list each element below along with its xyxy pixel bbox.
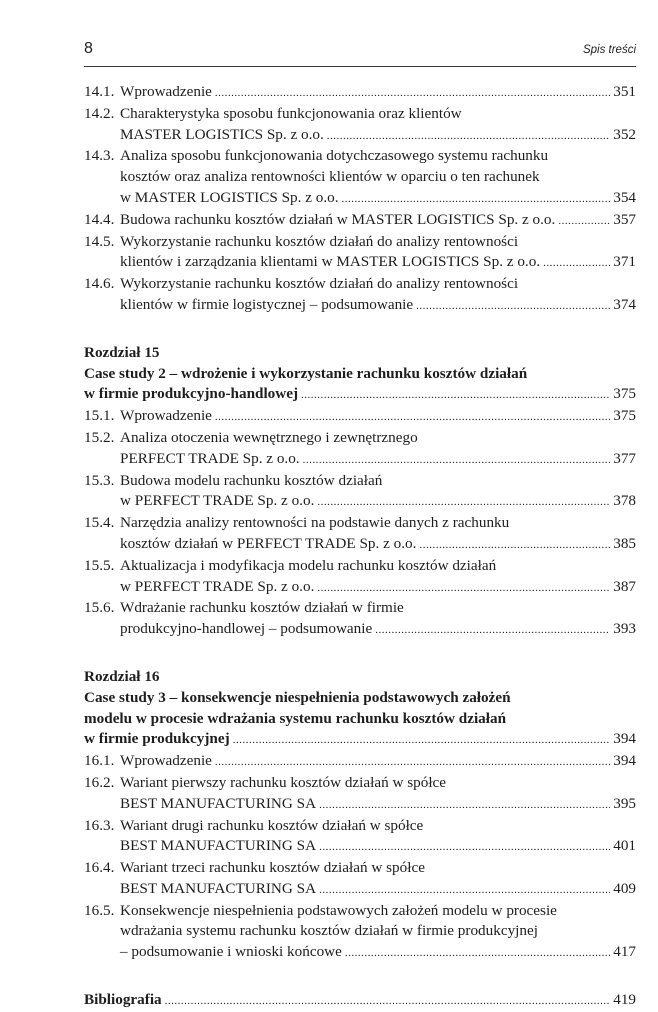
toc-entry <box>84 858 636 901</box>
page-ref: 387 <box>613 577 636 595</box>
toc-entry <box>84 751 636 773</box>
leader-dots <box>215 752 610 773</box>
entry-text-line: wdrażania systemu rachunku kosztów działań w firmie produkcyjnej <box>120 922 538 940</box>
page-ref: 385 <box>613 534 636 552</box>
page-ref: 357 <box>613 210 636 228</box>
entry-text-line: klientów w firmie logistycznej – podsumowanie <box>120 295 414 313</box>
leader-dots <box>345 943 610 964</box>
toc-entry <box>84 556 636 599</box>
page-ref: 401 <box>613 837 636 855</box>
entry-text-line: MASTER LOGISTICS Sp. z o.o. <box>120 125 324 143</box>
leader-dots <box>215 407 610 428</box>
entry-text-line: – podsumowanie i wnioski końcowe <box>120 943 342 961</box>
entry-text-line: Wprowadzenie <box>120 83 212 100</box>
page-ref: 375 <box>613 407 636 425</box>
page-ref: 395 <box>613 794 636 812</box>
page-ref: 352 <box>613 125 636 143</box>
entry-text-line: kosztów oraz analiza rentowności klientów w oparciu o ten rachunek <box>120 168 540 186</box>
entry-text-line: klientów i zarządzania klientami w MASTER LOGISTICS Sp. z o.o. <box>120 253 541 271</box>
entry-text-line: Analiza otoczenia wewnętrznego i zewnętrznego <box>120 428 418 446</box>
chapter-label: Rozdział 16 <box>84 667 160 685</box>
entry-number: 16.1. <box>84 752 115 770</box>
page-ref: 371 <box>613 253 636 271</box>
toc-entry <box>84 146 636 209</box>
entry-text-line: Analiza sposobu funkcjonowania dotychczasowego systemu rachunku <box>120 147 549 165</box>
entry-number: 16.4. <box>84 859 115 877</box>
entry-text-line: Konsekwencje niespełnienia podstawowych założeń modelu w procesie <box>120 901 557 919</box>
chapter-15-heading <box>84 343 636 406</box>
entry-text-line: Wprowadzenie <box>120 752 212 770</box>
entry-text-line: Aktualizacja i modyfikacja modelu rachunku kosztów działań <box>120 556 497 574</box>
page-ref: 374 <box>613 295 636 313</box>
page-number: 8 <box>84 40 93 57</box>
toc-entry <box>84 274 636 317</box>
leader-dots <box>317 578 610 599</box>
entry-text-line: Budowa rachunku kosztów działań w MASTER LOGISTICS Sp. z o.o. <box>120 210 556 228</box>
leader-dots <box>416 296 610 317</box>
entry-text-line: Wykorzystanie rachunku kosztów działań do analizy rentowności <box>120 232 519 250</box>
page-ref: 354 <box>613 188 636 206</box>
toc-entry <box>84 598 636 641</box>
entry-number: 15.5. <box>84 556 115 574</box>
chapter-title-line: modelu w procesie wdrażania systemu rachunku kosztów działań <box>84 709 507 727</box>
page-ref: 409 <box>613 879 636 897</box>
toc-entry <box>84 428 636 471</box>
leader-dots <box>558 211 610 232</box>
toc-entry <box>84 232 636 275</box>
toc-entry <box>84 406 636 428</box>
bibliography-label: Bibliografia <box>84 991 162 1009</box>
leader-dots <box>301 385 610 406</box>
entry-number: 16.2. <box>84 773 115 791</box>
entry-number: 14.4. <box>84 210 115 228</box>
toc-entry <box>84 901 636 964</box>
entry-text-line: Budowa modelu rachunku kosztów działań <box>120 471 383 489</box>
entry-number: 15.4. <box>84 514 115 532</box>
toc-entry <box>84 210 636 232</box>
chapter-title-line: w firmie produkcyjno-handlowej <box>84 385 299 403</box>
entry-number: 14.3. <box>84 147 115 165</box>
page-header <box>84 38 636 67</box>
entry-text-line: Wariant drugi rachunku kosztów działań w spółce <box>120 816 424 834</box>
leader-dots <box>319 795 610 816</box>
entry-text-line: PERFECT TRADE Sp. z o.o. <box>120 449 300 467</box>
page-ref: 393 <box>613 620 636 638</box>
toc-entry <box>84 816 636 859</box>
entry-number: 15.2. <box>84 428 115 446</box>
entry-text-line: Wprowadzenie <box>120 407 212 425</box>
page-ref: 351 <box>613 83 636 100</box>
leader-dots <box>319 837 610 858</box>
page-ref: 394 <box>613 752 636 770</box>
chapter-title-line: w firmie produkcyjnej <box>84 730 230 748</box>
toc-entry <box>84 773 636 816</box>
page-ref: 375 <box>613 385 636 403</box>
entry-text-line: w PERFECT TRADE Sp. z o.o. <box>120 577 315 595</box>
leader-dots <box>327 126 610 147</box>
toc-entry <box>84 471 636 514</box>
leader-dots <box>317 492 610 513</box>
entry-text-line: Wariant pierwszy rachunku kosztów działań w spółce <box>120 773 447 791</box>
leader-dots <box>342 189 611 210</box>
toc-entry <box>84 104 636 147</box>
running-head: Spis treści <box>582 44 636 56</box>
entry-text-line: BEST MANUFACTURING SA <box>120 879 317 897</box>
entry-text-line: produkcyjno-handlowej – podsumowanie <box>120 620 373 638</box>
page-ref: 419 <box>613 991 636 1009</box>
chapter-16-heading <box>84 667 636 751</box>
leader-dots <box>319 880 610 901</box>
entry-number: 14.1. <box>84 83 115 100</box>
section-14-entries <box>84 82 636 317</box>
entry-number: 14.2. <box>84 104 115 122</box>
section-15-entries <box>84 406 636 641</box>
chapter-title-line: Case study 2 – wdrożenie i wykorzystanie rachunku kosztów działań <box>84 364 528 382</box>
leader-dots <box>419 535 610 556</box>
leader-dots <box>375 620 610 641</box>
page-ref: 417 <box>613 943 636 961</box>
entry-text-line: w PERFECT TRADE Sp. z o.o. <box>120 492 315 510</box>
page-ref: 394 <box>613 730 636 748</box>
entry-text-line: Wykorzystanie rachunku kosztów działań do analizy rentowności <box>120 275 519 293</box>
toc-entry <box>84 513 636 556</box>
toc-entry <box>84 82 636 104</box>
chapter-label: Rozdział 15 <box>84 343 160 361</box>
bibliography-entry <box>84 990 636 1012</box>
chapter-title-line: Case study 3 – konsekwencje niespełnienia podstawowych założeń <box>84 688 511 706</box>
entry-text-line: Wdrażanie rachunku kosztów działań w firmie <box>120 599 404 617</box>
leader-dots <box>165 991 611 1012</box>
entry-number: 15.6. <box>84 599 115 617</box>
leader-dots <box>303 450 611 471</box>
entry-text-line: kosztów działań w PERFECT TRADE Sp. z o.o. <box>120 534 417 552</box>
entry-text-line: Charakterystyka sposobu funkcjonowania oraz klientów <box>120 104 462 122</box>
entry-number: 14.5. <box>84 232 115 250</box>
page-ref: 377 <box>613 449 636 467</box>
entry-text-line: w MASTER LOGISTICS Sp. z o.o. <box>120 188 339 206</box>
entry-text-line: BEST MANUFACTURING SA <box>120 794 317 812</box>
entry-text-line: BEST MANUFACTURING SA <box>120 837 317 855</box>
section-16-entries <box>84 751 636 964</box>
entry-number: 16.3. <box>84 816 115 834</box>
table-of-contents <box>84 82 636 1012</box>
entry-number: 15.1. <box>84 407 115 425</box>
entry-number: 16.5. <box>84 901 115 919</box>
leader-dots <box>215 83 610 104</box>
page-ref: 378 <box>613 492 636 510</box>
leader-dots <box>233 730 611 751</box>
entry-number: 14.6. <box>84 275 115 293</box>
entry-text-line: Narzędzia analizy rentowności na podstawie danych z rachunku <box>120 514 510 532</box>
entry-text-line: Wariant trzeci rachunku kosztów działań w spółce <box>120 859 425 877</box>
entry-number: 15.3. <box>84 471 115 489</box>
leader-dots <box>543 253 610 274</box>
